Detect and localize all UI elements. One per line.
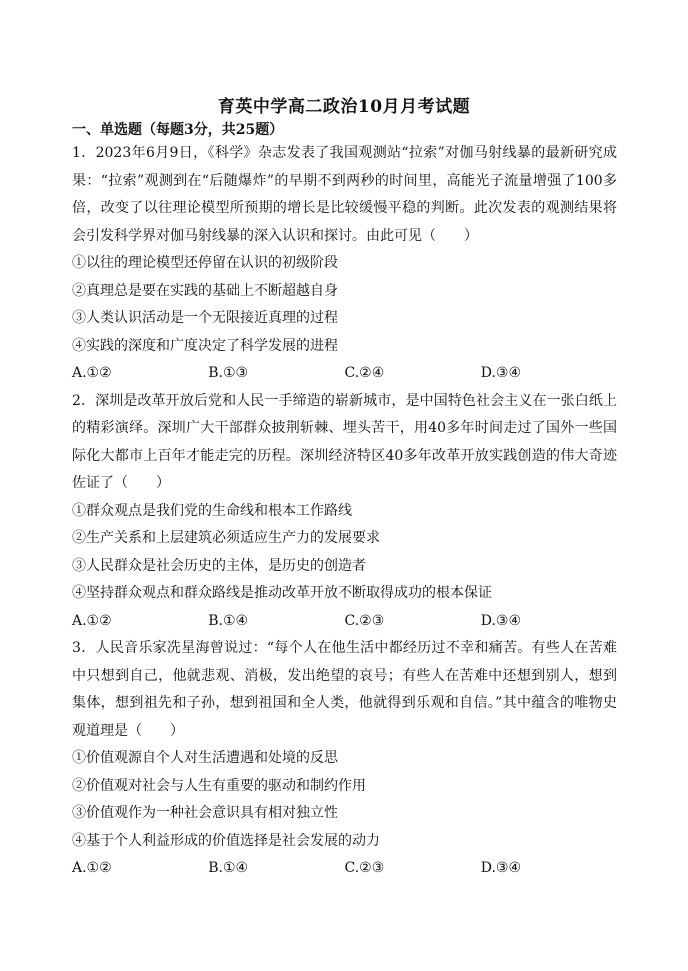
answer-choices (72, 360, 617, 388)
statement-option: ①价值观源自个人对生活遭遇和处境的反思 (72, 750, 338, 766)
question-1 (72, 140, 617, 388)
answer-choice-a: A.①② (72, 612, 112, 629)
statement-option: ②生产关系和上层建筑必须适应生产力的发展要求 (72, 530, 380, 546)
statement-option: ④基于个人利益形成的价值选择是社会发展的动力 (72, 832, 380, 849)
statement-option: ③人民群众是社会历史的主体，是历史的创造者 (72, 557, 366, 574)
statement-option: ①以往的理论模型还停留在认识的初级阶段 (72, 255, 338, 271)
answer-choice-b: B.①④ (208, 612, 249, 629)
question-stem: 2．深圳是改革开放后党和人民一手缔造的崭新城市，是中国特色社会主义在一张白纸上的精彩演绎。深圳广大干部群众披荆斩棘、埋头苦干，用40多年时间走过了国外一些国际化大都市上百年才能走完的历程。深圳经济特区40多年改革开放实践创造的伟大奇迹佐证了（ ） (72, 392, 617, 491)
answer-choice-c: C.②④ (344, 365, 385, 381)
exam-title: 育英中学高二政治10月月考试题 (217, 97, 471, 117)
answer-choice-c: C.②③ (344, 612, 385, 629)
statement-option: ③人类认识活动是一个无限接近真理的过程 (72, 310, 338, 326)
statement-option: ④实践的深度和广度决定了科学发展的进程 (72, 337, 338, 354)
answer-choice-b: B.①③ (208, 365, 249, 381)
answer-choices (72, 608, 617, 636)
question-stem: 3．人民音乐家冼星海曾说过：“每个人在他生活中都经历过不幸和痛苦。有些人在苦难中只想到自己，他就悲观、消极，发出绝望的哀号；有些人在苦难中还想到别人，想到集体，想到祖先和子孙，想到祖国和全人类，他就得到乐观和自信。”其中蕴含的唯物史观道理是（ ） (72, 640, 617, 739)
answer-choice-a: A.①② (72, 365, 112, 381)
question-2 (72, 388, 617, 636)
statement-option: ②价值观对社会与人生有重要的驱动和制约作用 (72, 777, 366, 794)
question-stem: 1．2023年6月9日，《科学》杂志发表了我国观测站“拉索”对伽马射线暴的最新研究成果：“拉索”观测到在“后随爆炸”的早期不到两秒的时间里，高能光子流量增强了100多倍，改变了以往理论模型所预期的增长是比较缓慢平稳的判断。此次发表的观测结果将会引发科学界对伽马射线暴的深入认识和探讨。由此可见（ ） (72, 145, 617, 244)
question-list (72, 140, 617, 883)
statement-option: ②真理总是要在实践的基础上不断超越自身 (72, 282, 338, 299)
answer-choice-c: C.②③ (344, 860, 385, 876)
answer-choice-d: D.③④ (480, 612, 522, 629)
answer-choices (72, 855, 617, 883)
statement-option: ①群众观点是我们党的生命线和根本工作路线 (72, 502, 352, 519)
section-heading: 一、单选题（每题3分，共25题） (72, 122, 284, 138)
statement-option: ④坚持群众观点和群众路线是推动改革开放不断取得成功的根本保证 (72, 585, 492, 601)
answer-choice-b: B.①④ (208, 860, 249, 876)
statement-option: ③价值观作为一种社会意识具有相对独立性 (72, 805, 338, 821)
question-3 (72, 635, 617, 883)
answer-choice-d: D.③④ (480, 860, 522, 876)
answer-choice-d: D.③④ (480, 365, 522, 381)
answer-choice-a: A.①② (72, 860, 112, 876)
